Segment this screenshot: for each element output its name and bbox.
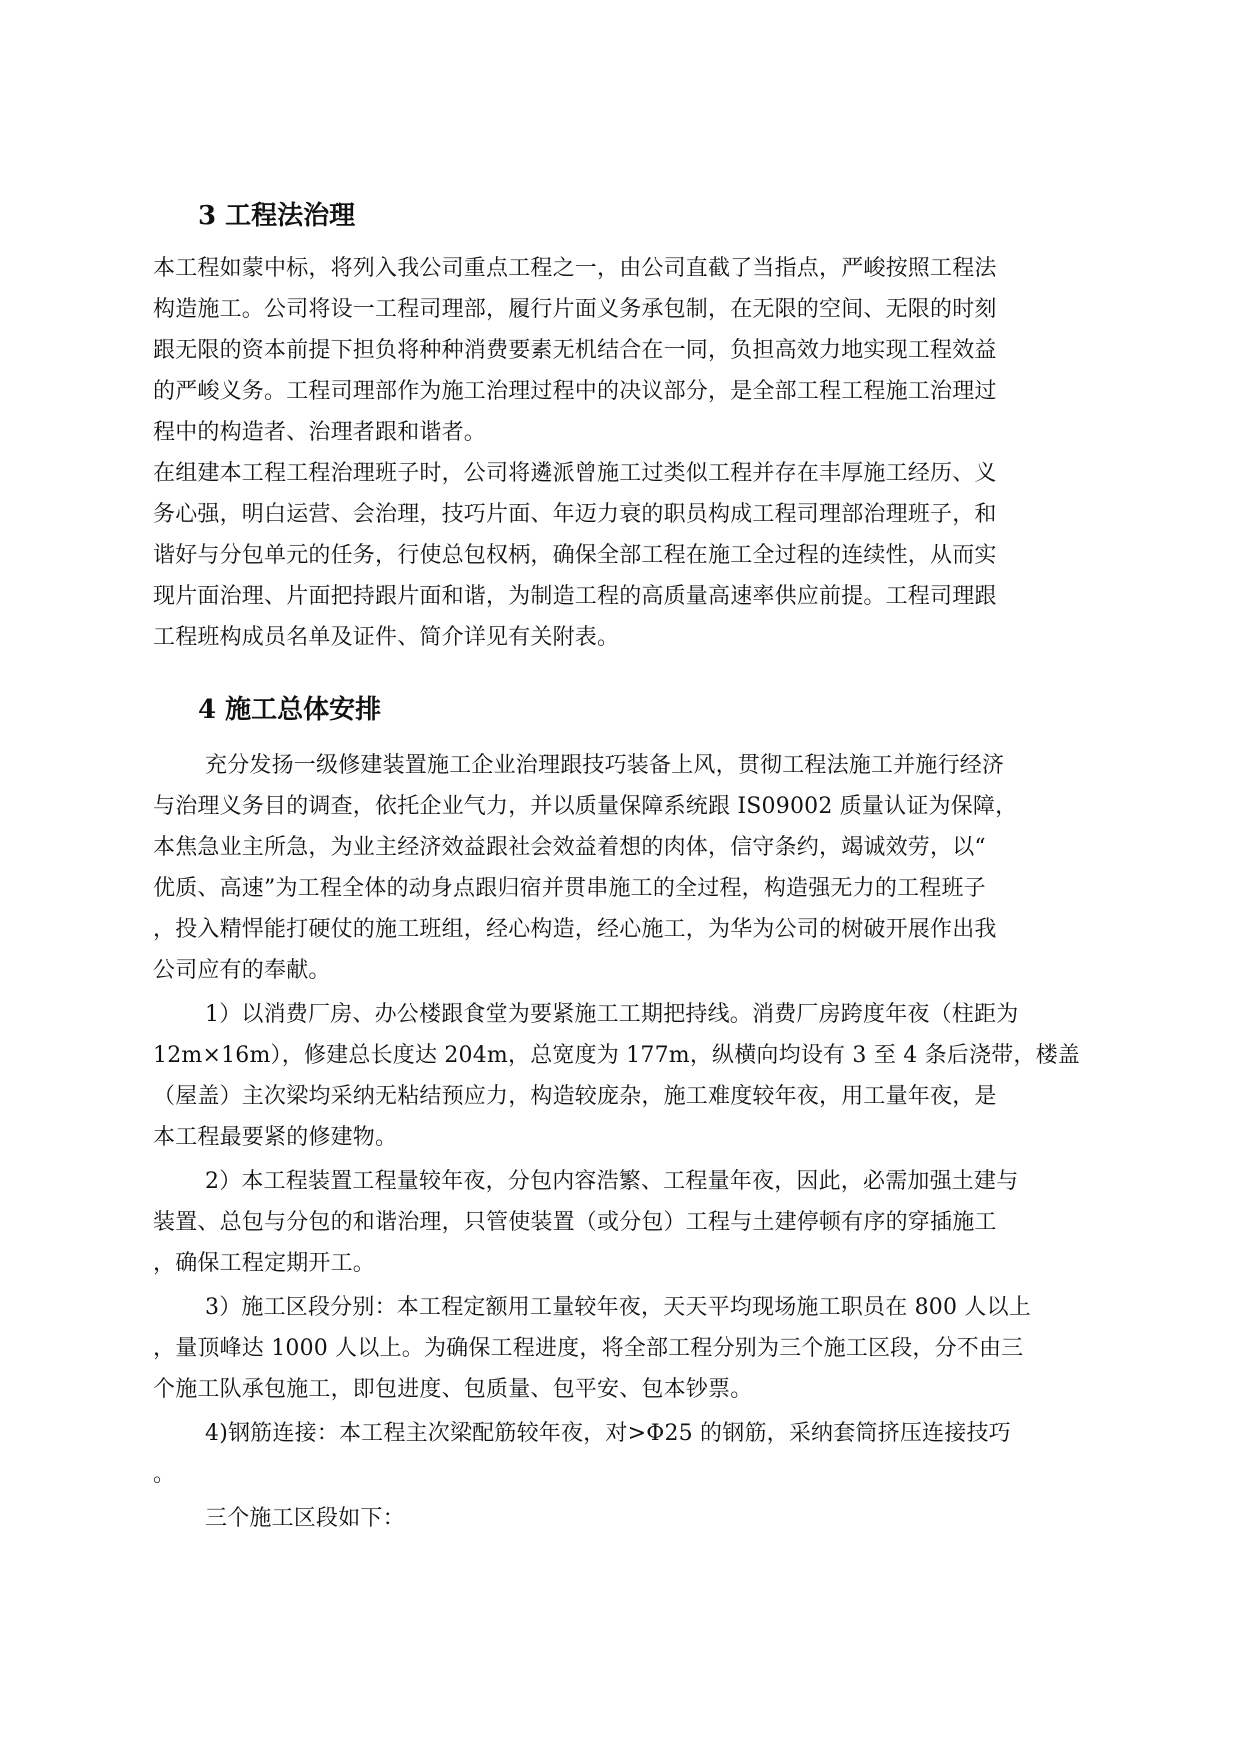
section-3-para-1-line: 跟无限的资本前提下担负将种种消费要素无机结合在一同，负担高效力地实现工程效益 xyxy=(153,338,997,363)
item-4-line: 。 xyxy=(153,1462,176,1487)
section-4-intro-line: 充分发扬一级修建装置施工企业治理跟技巧装备上风，贯彻工程法施工并施行经济 xyxy=(205,753,1005,778)
item-1-line: 12m×16m），修建总长度达 204m，总宽度为 177m，纵横向均设有 3 至 4 条后浇带，楼盖 xyxy=(153,1043,1081,1068)
section-4-intro-line: 公司应有的奉献。 xyxy=(153,958,331,983)
section-4-heading: 4 施工总体安排 xyxy=(198,695,382,725)
item-2-line: 装置、总包与分包的和谐治理，只管使装置（或分包）工程与土建停顿有序的穿插施工 xyxy=(153,1210,997,1235)
section-3-para-1-line: 构造施工。公司将设一工程司理部，履行片面义务承包制，在无限的空间、无限的时刻 xyxy=(153,297,997,322)
section-3-para-1-line: 程中的构造者、治理者跟和谐者。 xyxy=(153,420,487,445)
item-3-line: 3）施工区段分别：本工程定额用工量较年夜，天天平均现场施工职员在 800 人以上 xyxy=(205,1295,1031,1320)
item-1-line: 1）以消费厂房、办公楼跟食堂为要紧施工工期把持线。消费厂房跨度年夜（柱距为 xyxy=(205,1002,1019,1027)
section-4-intro-line: ，投入精悍能打硬仗的施工班组，经心构造，经心施工，为华为公司的树破开展作出我 xyxy=(153,917,997,942)
item-2-line: 2）本工程装置工程量较年夜，分包内容浩繁、工程量年夜，因此，必需加强土建与 xyxy=(205,1169,1019,1194)
item-1-line: （屋盖）主次梁均采纳无粘结预应力，构造较庞杂，施工难度较年夜，用工量年夜，是 xyxy=(153,1084,997,1109)
section-3-heading: 3 工程法治理 xyxy=(198,201,356,231)
item-3-line: 个施工队承包施工，即包进度、包质量、包平安、包本钞票。 xyxy=(153,1377,753,1402)
section-3-para-1-line: 本工程如蒙中标，将列入我公司重点工程之一，由公司直截了当指点，严峻按照工程法 xyxy=(153,256,997,281)
item-2-line: ，确保工程定期开工。 xyxy=(153,1251,376,1276)
closing-line: 三个施工区段如下： xyxy=(205,1506,405,1531)
section-3-para-2-line: 在组建本工程工程治理班子时，公司将遴派曾施工过类似工程并存在丰厚施工经历、义 xyxy=(153,461,997,486)
section-3-para-2-line: 谐好与分包单元的任务，行使总包权柄，确保全部工程在施工全过程的连续性，从而实 xyxy=(153,543,997,568)
section-3-para-2-line: 务心强，明白运营、会治理，技巧片面、年迈力衰的职员构成工程司理部治理班子，和 xyxy=(153,502,997,527)
section-4-intro-line: 本焦急业主所急，为业主经济效益跟社会效益着想的肉体，信守条约，竭诚效劳，以“ xyxy=(153,835,986,860)
section-4-intro-line: 与治理义务目的调查，依托企业气力，并以质量保障系统跟 IS09002 质量认证为保障， xyxy=(153,794,1018,819)
section-3-para-2-line: 现片面治理、片面把持跟片面和谐，为制造工程的高质量高速率供应前提。工程司理跟 xyxy=(153,584,997,609)
item-3-line: ，量顶峰达 1000 人以上。为确保工程进度，将全部工程分别为三个施工区段，分不由三 xyxy=(153,1336,1024,1361)
item-4-line: 4)钢筋连接：本工程主次梁配筋较年夜，对>Φ25 的钢筋，采纳套筒挤压连接技巧 xyxy=(205,1421,1011,1446)
section-4-intro-line: 优质、高速”为工程全体的动身点跟归宿并贯串施工的全过程，构造强无力的工程班子 xyxy=(153,876,986,901)
section-3-para-1-line: 的严峻义务。工程司理部作为施工治理过程中的决议部分，是全部工程工程施工治理过 xyxy=(153,379,997,404)
section-3-para-2-line: 工程班构成员名单及证件、简介详见有关附表。 xyxy=(153,625,620,650)
item-1-line: 本工程最要紧的修建物。 xyxy=(153,1125,398,1150)
